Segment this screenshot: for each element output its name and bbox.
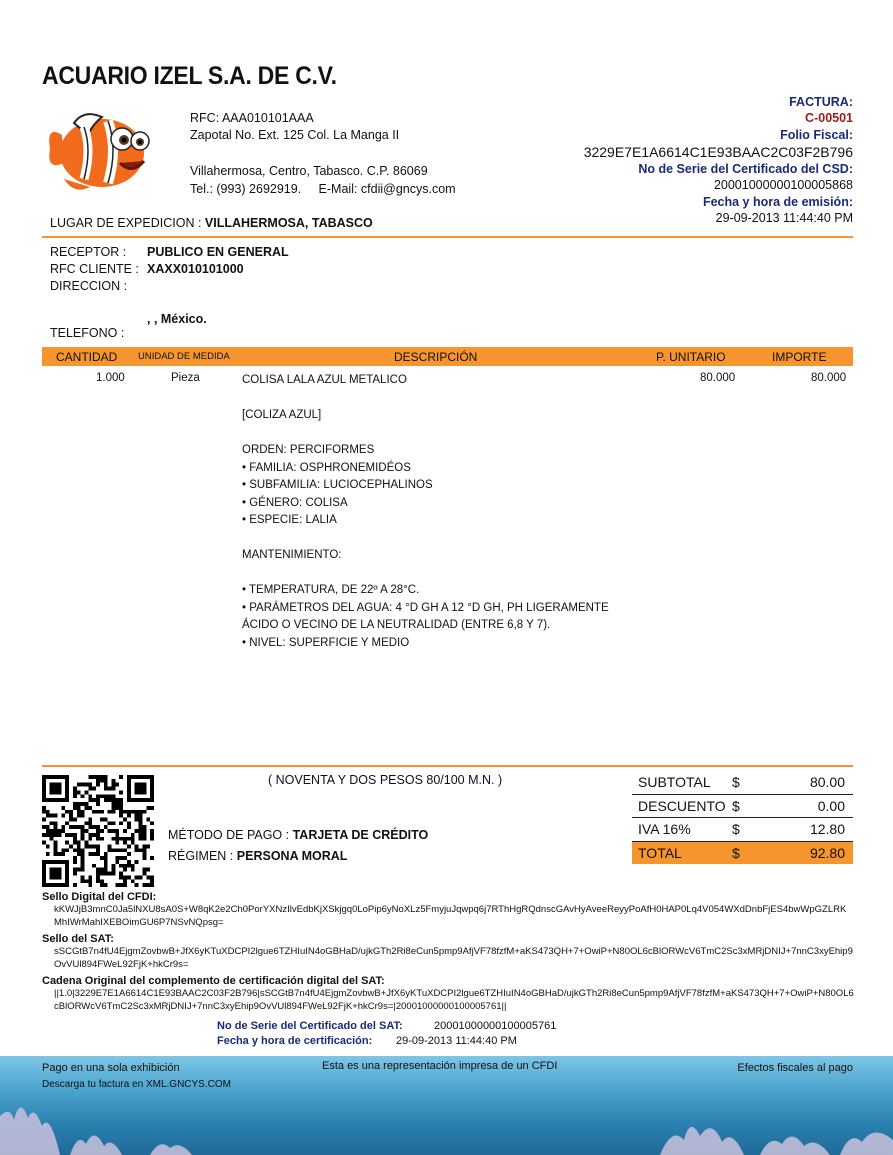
cert-fecha-label: Fecha y hora de certificación: bbox=[217, 1035, 373, 1047]
description-line: • SUBFAMILIA: LUCIOCEPHALINOS bbox=[242, 479, 433, 491]
sello-sat-value: sSCGtB7n4fU4EjgmZovbwB+JfX6yKTuXDCPI2lgue6TZHIuIN4oGBHaD/ujkGTh2Ri8eCun5pmp9AfjVF78fzfM+aKS473QH+7+OwiP+N80OL6cBlORWcV6TmC2Sc3xMRjDNIJ+7nnC3xyEhip9OvVUl894FWeL92FjK+hkCr9s= bbox=[54, 946, 853, 970]
total-value: 92.80 bbox=[809, 844, 845, 861]
subtotal-value: 80.00 bbox=[809, 774, 845, 790]
descuento-label: DESCUENTO bbox=[638, 797, 726, 814]
receptor-label: RECEPTOR : bbox=[50, 245, 127, 259]
descuento-row bbox=[632, 795, 853, 819]
lugar-expedicion bbox=[50, 216, 373, 230]
issuer-contact: Tel.: (993) 2692919. E-Mail: cfdii@gncys.com bbox=[190, 182, 456, 196]
qr-code bbox=[42, 775, 154, 887]
amount-in-words: ( NOVENTA Y DOS PESOS 80/100 M.N. ) bbox=[268, 773, 503, 787]
summary-divider bbox=[42, 765, 853, 767]
header-importe: IMPORTE bbox=[772, 350, 827, 364]
description-line bbox=[242, 425, 662, 443]
description-line bbox=[242, 390, 662, 408]
issuer-address-line1: Zapotal No. Ext. 125 Col. La Manga II bbox=[190, 128, 400, 142]
items-table-header bbox=[42, 347, 853, 366]
company-name: ACUARIO IZEL S.A. DE C.V. bbox=[42, 62, 337, 90]
fecha-emision-label: Fecha y hora de emisión: bbox=[702, 195, 853, 209]
description-line: • TEMPERATURA, DE 22º A 28°C. bbox=[242, 584, 420, 596]
factura-number: C-00501 bbox=[805, 111, 853, 125]
description-line: • PARÁMETROS DEL AGUA: 4 °D GH A 12 °D GH, PH LIGERAMENTE bbox=[242, 601, 609, 614]
rfc-cliente-value: XAXX010101000 bbox=[147, 262, 244, 276]
issuer-address-line2: Villahermosa, Centro, Tabasco. C.P. 86069 bbox=[190, 164, 428, 178]
iva-label: IVA 16% bbox=[638, 821, 691, 837]
regimen bbox=[168, 849, 347, 863]
description-line: MANTENIMIENTO: bbox=[242, 549, 342, 561]
clownfish-logo bbox=[44, 95, 152, 199]
description-line: • ESPECIE: LALIA bbox=[242, 514, 337, 526]
telefono-label: TELEFONO : bbox=[50, 326, 125, 340]
metodo-pago-label: MÉTODO DE PAGO : bbox=[168, 828, 290, 842]
footer-efectos-text: Efectos fiscales al pago bbox=[737, 1062, 853, 1074]
description-line: COLISA LALA AZUL METALICO bbox=[242, 374, 407, 386]
total-row bbox=[632, 842, 853, 865]
folio-fiscal-label: Folio Fiscal: bbox=[780, 128, 853, 142]
total-label: TOTAL bbox=[638, 844, 682, 861]
cert-serie-value: 20001000000100005761 bbox=[434, 1020, 557, 1032]
cadena-original-label: Cadena Original del complemento de certificación digital del SAT: bbox=[42, 975, 385, 987]
currency-symbol: $ bbox=[732, 797, 740, 814]
fecha-emision-value: 29-09-2013 11:44:40 PM bbox=[715, 211, 853, 225]
footer-pago-text: Pago en una sola exhibición bbox=[42, 1062, 180, 1074]
factura-label: FACTURA: bbox=[789, 95, 853, 109]
description-line: • FAMILIA: OSPHRONEMIDÉOS bbox=[242, 461, 411, 474]
totals-box bbox=[632, 771, 853, 864]
rfc-cliente-label: RFC CLIENTE : bbox=[50, 262, 139, 276]
currency-symbol: $ bbox=[732, 774, 740, 790]
currency-symbol: $ bbox=[732, 821, 740, 837]
description-line bbox=[242, 565, 662, 583]
iva-row bbox=[632, 818, 853, 842]
footer-cfdi-text: Esta es una representación impresa de un CFDI bbox=[322, 1060, 558, 1072]
header-p-unitario: P. UNITARIO bbox=[656, 350, 726, 364]
direccion-label: DIRECCION : bbox=[50, 279, 128, 293]
receiver-location: , , México. bbox=[147, 312, 207, 326]
header-descripcion: DESCRIPCIÓN bbox=[394, 350, 478, 364]
metodo-pago-value: TARJETA DE CRÉDITO bbox=[292, 828, 429, 842]
header-divider bbox=[42, 236, 853, 238]
description-line: • NIVEL: SUPERFICIE Y MEDIO bbox=[242, 636, 410, 649]
regimen-label: RÉGIMEN : bbox=[168, 849, 234, 863]
header-cantidad: CANTIDAD bbox=[56, 350, 118, 364]
metodo-pago bbox=[168, 828, 428, 842]
serie-csd-value: 20001000000100005868 bbox=[713, 178, 853, 192]
subtotal-row bbox=[632, 771, 853, 795]
row-description bbox=[242, 372, 662, 652]
sello-sat-label: Sello del SAT: bbox=[42, 933, 114, 945]
cert-fecha-value: 29-09-2013 11:44:40 PM bbox=[396, 1035, 517, 1047]
row-cantidad: 1.000 bbox=[96, 372, 125, 384]
sello-cfdi-label: Sello Digital del CFDI: bbox=[42, 891, 157, 903]
cadena-original-value: ||1.0|3229E7E1A6614C1E93BAAC2C03F2B796|sSCGtB7n4fU4EjgmZovbwB+JfX6yKTuXDCPI2lgue6TZHIuIN4oGBHaD/ujkGTh2Ri8eCun5pmp9AfjVF78fzfM+aKS473QH+7+OwiP+N80OL6cBlORWcV6TmC2Sc3xMRjDNIJ+7nnC3xyEhip9OvVUl894FWeL92FjK+hkCr9s=|20001000000100005761|| bbox=[54, 988, 854, 1012]
row-p-unitario: 80.000 bbox=[700, 372, 736, 384]
cert-serie-label: No de Serie del Certificado del SAT: bbox=[217, 1020, 403, 1032]
iva-value: 12.80 bbox=[809, 821, 845, 837]
row-importe: 80.000 bbox=[811, 372, 847, 384]
row-unidad: Pieza bbox=[171, 372, 200, 384]
folio-fiscal-value: 3229E7E1A6614C1E93BAAC2C03F2B796 bbox=[583, 144, 853, 160]
issuer-rfc: RFC: AAA010101AAA bbox=[190, 111, 314, 125]
footer-descarga-text: Descarga tu factura en XML.GNCYS.COM bbox=[42, 1079, 231, 1090]
lugar-value: VILLAHERMOSA, TABASCO bbox=[204, 216, 373, 230]
descuento-value: 0.00 bbox=[817, 797, 845, 814]
regimen-value: PERSONA MORAL bbox=[236, 849, 348, 863]
description-line: ORDEN: PERCIFORMES bbox=[242, 444, 375, 456]
description-line: • GÉNERO: COLISA bbox=[242, 496, 348, 509]
description-line: ÁCIDO O VECINO DE LA NEUTRALIDAD (ENTRE 6,8 Y 7). bbox=[242, 619, 551, 631]
sello-cfdi-value: kKWJjB3mnC0Ja5lNXU8sA0S+W8qK2e2Ch0PorYXNzIlvEdbKjXSkjgq0LoPip6yNoXLz5FmyjuJqwpq6j7RThHgRQdnscGAvHyAveeReyyPoAfH0HAP0Lq4V054WXdDnbFjES4bwWpGZLRKMhIWrMahIXEBOimGU6P7NSvNQpsg= bbox=[54, 904, 847, 928]
ocean-footer bbox=[0, 1056, 893, 1155]
subtotal-label: SUBTOTAL bbox=[638, 774, 711, 790]
description-line: [COLIZA AZUL] bbox=[242, 409, 322, 421]
receptor-value: PUBLICO EN GENERAL bbox=[147, 245, 289, 259]
description-line bbox=[242, 530, 662, 548]
header-unidad: UNIDAD DE MEDIDA bbox=[138, 351, 230, 362]
serie-csd-label: No de Serie del Certificado del CSD: bbox=[638, 162, 853, 176]
lugar-label: LUGAR DE EXPEDICION : bbox=[50, 216, 202, 230]
currency-symbol: $ bbox=[732, 844, 740, 861]
